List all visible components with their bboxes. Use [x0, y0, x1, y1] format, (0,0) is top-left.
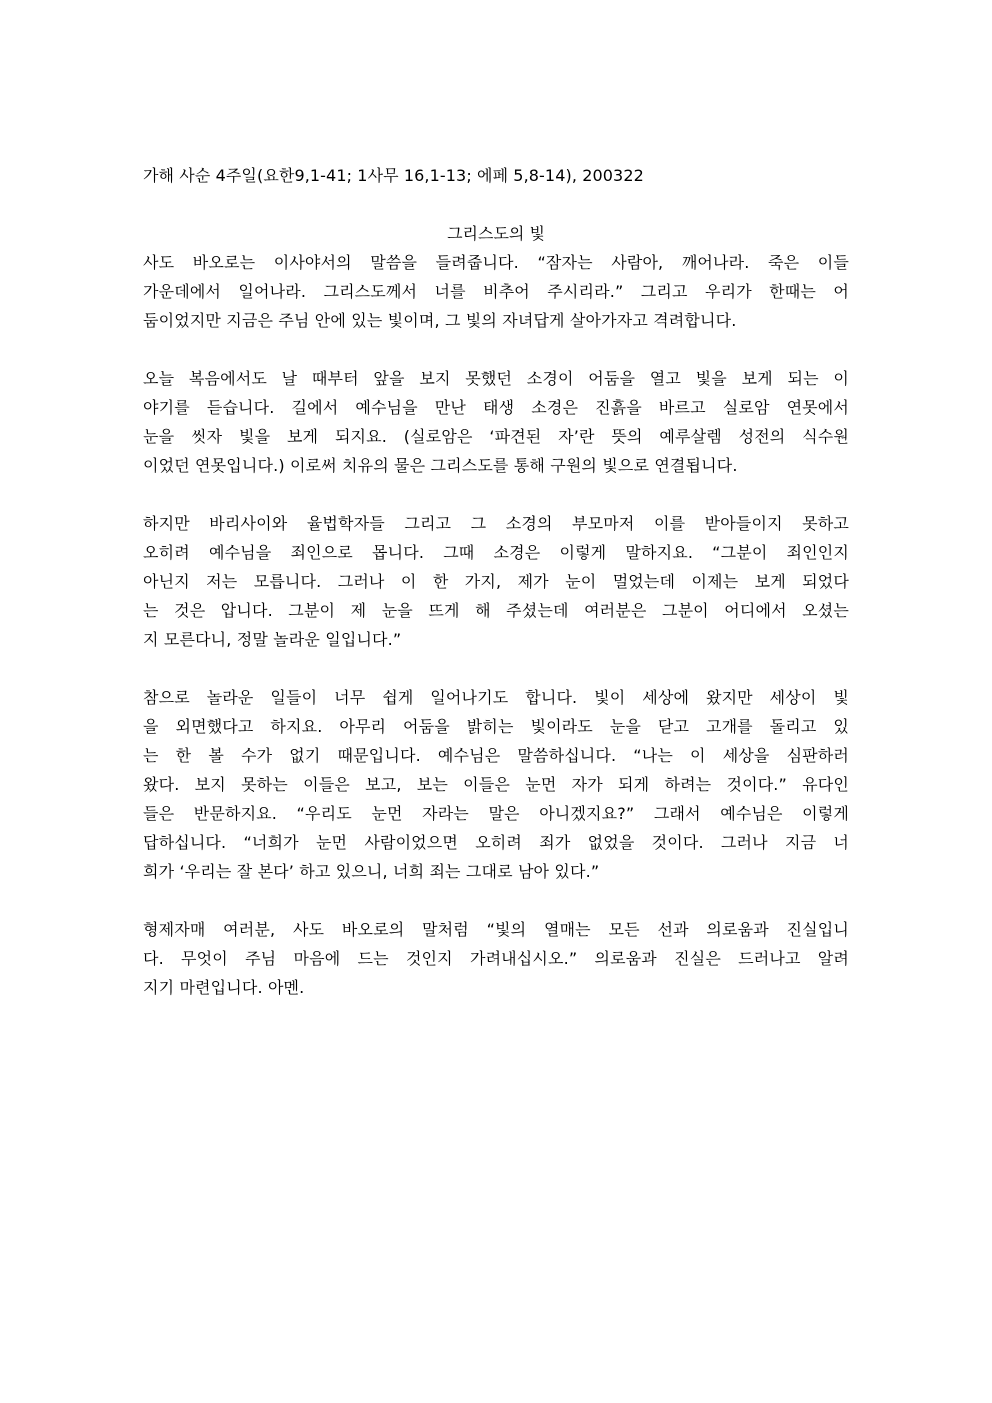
paragraph-5 — [143, 915, 849, 1002]
spacer — [143, 480, 849, 509]
text-line: 하지만 바리사이와 율법학자들 그리고 그 소경의 부모마저 이를 받아들이지 못하고 — [143, 514, 849, 533]
text-line: 왔다. 보지 못하는 이들은 보고, 보는 이들은 눈먼 자가 되게 하려는 것이다.” 유다인 — [143, 775, 849, 794]
text-line: 가운데에서 일어나라. 그리스도께서 너를 비추어 주시리라.” 그리고 우리가 한때는 어 — [143, 282, 849, 301]
spacer — [143, 654, 849, 683]
document-body — [143, 161, 849, 1002]
text-line: 지 모른다니, 정말 놀라운 일입니다.” — [143, 630, 402, 649]
text-line: 사도 바오로는 이사야서의 말씀을 들려줍니다. “잠자는 사람아, 깨어나라. 죽은 이들 — [143, 253, 849, 272]
sermon-title: 그리스도의 빛 — [447, 224, 545, 243]
text-line: 는 한 볼 수가 없기 때문입니다. 예수님은 말씀하십니다. “나는 이 세상을 심판하러 — [143, 746, 849, 765]
paragraph-1 — [143, 248, 849, 335]
spacer — [143, 335, 849, 364]
paragraph-4 — [143, 683, 849, 886]
text-line: 는 것은 압니다. 그분이 제 눈을 뜨게 해 주셨는데 여러분은 그분이 어디에서 오셨는 — [143, 601, 849, 620]
text-line: 지기 마련입니다. 아멘. — [143, 978, 305, 997]
liturgy-heading: 가해 사순 4주일(요한9,1-41; 1사무 16,1-13; 에페 5,8-14), 200322 — [143, 166, 644, 185]
text-line: 답하십니다. “너희가 눈먼 사람이었으면 오히려 죄가 없었을 것이다. 그러나 지금 너 — [143, 833, 849, 852]
text-line: 참으로 놀라운 일들이 너무 쉽게 일어나기도 합니다. 빛이 세상에 왔지만 세상이 빛 — [143, 688, 849, 707]
text-line: 오히려 예수님을 죄인으로 몹니다. 그때 소경은 이렇게 말하지요. “그분이 죄인인지 — [143, 543, 849, 562]
text-line: 야기를 듣습니다. 길에서 예수님을 만난 태생 소경은 진흙을 바르고 실로암 연못에서 — [143, 398, 849, 417]
text-line: 아닌지 저는 모릅니다. 그러나 이 한 가지, 제가 눈이 멀었는데 이제는 보게 되었다 — [143, 572, 849, 591]
text-line: 희가 ‘우리는 잘 본다’ 하고 있으니, 너희 죄는 그대로 남아 있다.” — [143, 862, 600, 881]
text-line: 을 외면했다고 하지요. 아무리 어둠을 밝히는 빛이라도 눈을 닫고 고개를 돌리고 있 — [143, 717, 849, 736]
spacer — [143, 190, 849, 219]
text-line: 다. 무엇이 주님 마음에 드는 것인지 가려내십시오.” 의로움과 진실은 드러나고 알려 — [143, 949, 849, 968]
text-line: 형제자매 여러분, 사도 바오로의 말처럼 “빛의 열매는 모든 선과 의로움과 진실입니 — [143, 920, 849, 939]
paragraph-2 — [143, 364, 849, 480]
paragraph-3 — [143, 509, 849, 654]
text-line: 둠이었지만 지금은 주님 안에 있는 빛이며, 그 빛의 자녀답게 살아가자고 격려합니다. — [143, 311, 737, 330]
text-line: 눈을 씻자 빛을 보게 되지요. (실로암은 ‘파견된 자’란 뜻의 예루살렘 성전의 식수원 — [143, 427, 849, 446]
text-line: 오늘 복음에서도 날 때부터 앞을 보지 못했던 소경이 어둠을 열고 빛을 보게 되는 이 — [143, 369, 849, 388]
text-line: 들은 반문하지요. “우리도 눈먼 자라는 말은 아니겠지요?” 그래서 예수님은 이렇게 — [143, 804, 849, 823]
text-line: 이었던 연못입니다.) 이로써 치유의 물은 그리스도를 통해 구원의 빛으로 연결됩니다. — [143, 456, 738, 475]
spacer — [143, 886, 849, 915]
